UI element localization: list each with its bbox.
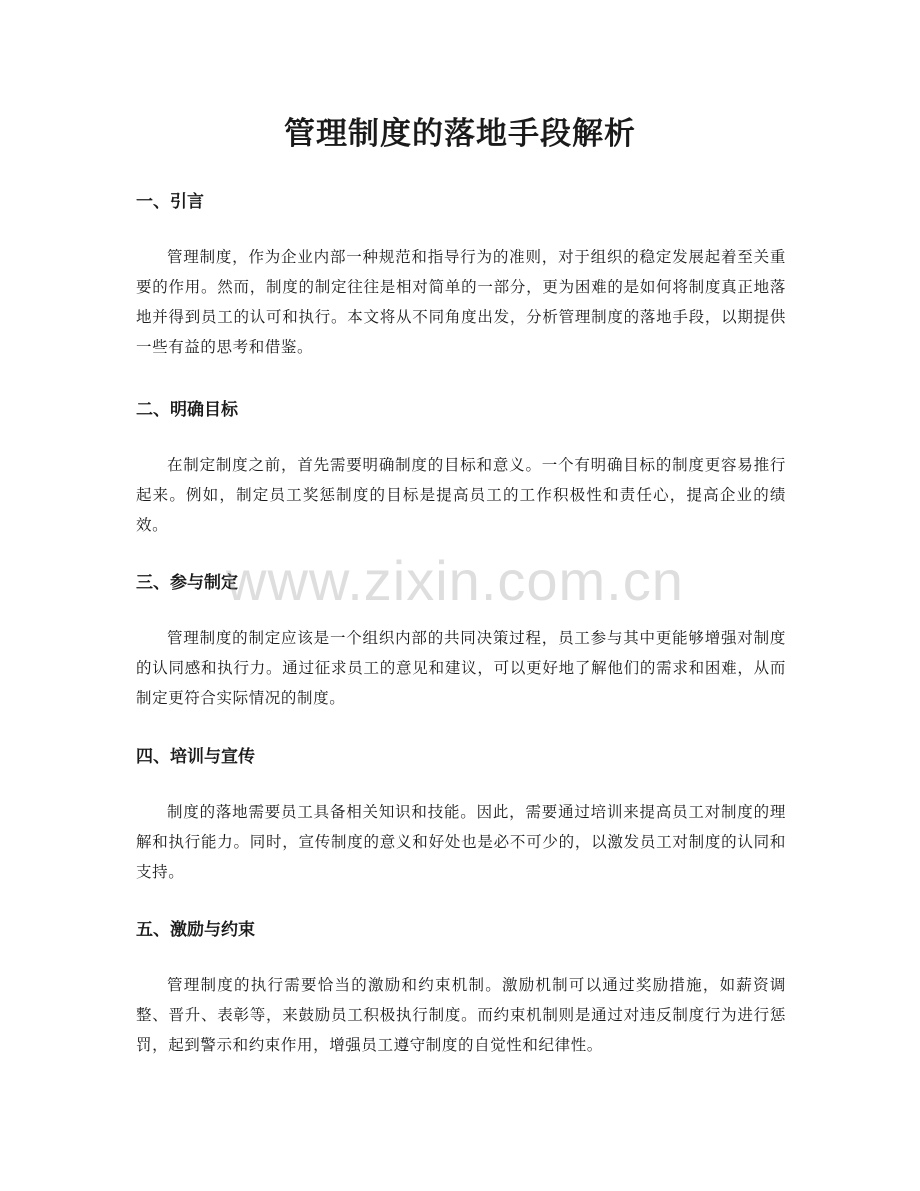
section-clear-goals: [136, 398, 786, 540]
section-participation: [136, 571, 786, 713]
section-body: 管理制度的制定应该是一个组织内部的共同决策过程，员工参与其中更能够增强对制度的认同感和执行力。通过征求员工的意见和建议，可以更好地了解他们的需求和困难，从而制定更符合实际情况的制度。: [136, 629, 786, 707]
section-heading: 四、培训与宣传: [136, 747, 255, 767]
section-introduction: [136, 190, 786, 362]
section-heading: 一、引言: [136, 192, 204, 212]
section-body: 管理制度的执行需要恰当的激励和约束机制。激励机制可以通过奖励措施，如薪资调整、晋升、表彰等，来鼓励员工积极执行制度。而约束机制则是通过对违反制度行为进行惩罚，起到警示和约束作用，增强员工遵守制度的自觉性和纪律性。: [136, 976, 786, 1054]
section-training-publicity: [136, 745, 786, 887]
watermark: www.zixin.com.cn: [226, 549, 684, 612]
section-body: 制度的落地需要员工具备相关知识和技能。因此，需要通过培训来提高员工对制度的理解和执行能力。同时，宣传制度的意义和好处也是必不可少的，以激发员工对制度的认同和支持。: [136, 803, 786, 881]
section-heading: 二、明确目标: [136, 400, 238, 420]
section-heading: 三、参与制定: [136, 573, 238, 593]
document-title: 管理制度的落地手段解析: [284, 116, 636, 152]
section-body: 在制定制度之前，首先需要明确制度的目标和意义。一个有明确目标的制度更容易推行起来。例如，制定员工奖惩制度的目标是提高员工的工作积极性和责任心，提高企业的绩效。: [136, 456, 786, 534]
section-incentives-constraints: [136, 918, 786, 1060]
section-body: 管理制度，作为企业内部一种规范和指导行为的准则，对于组织的稳定发展起着至关重要的作用。然而，制度的制定往往是相对简单的一部分，更为困难的是如何将制度真正地落地并得到员工的认可和执行。本文将从不同角度出发，分析管理制度的落地手段，以期提供一些有益的思考和借鉴。: [136, 248, 786, 356]
section-heading: 五、激励与约束: [136, 920, 255, 940]
